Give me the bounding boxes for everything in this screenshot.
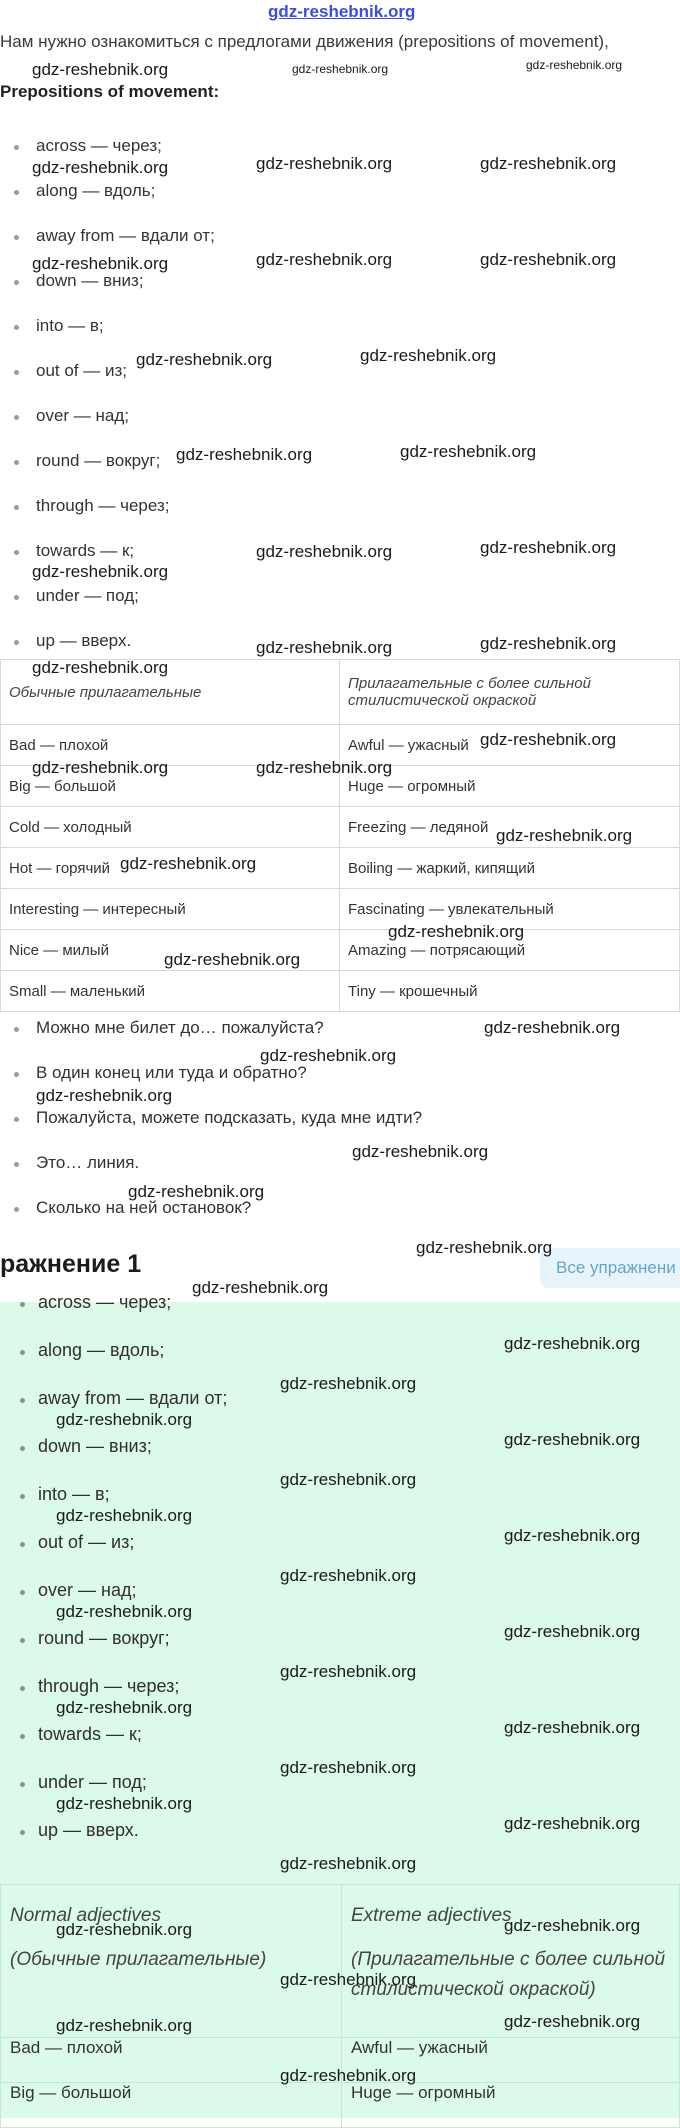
phrase-item: Пожалуйста, можете подсказать, куда мне идти? [14,1108,422,1128]
list-item: round — вокруг; [14,451,160,471]
site-link[interactable]: gdz-reshebnik.org [268,2,416,21]
watermark: gdz-reshebnik.org [360,346,497,365]
table-row [1,889,680,930]
table-cell: Tiny — крошечный [340,971,680,1012]
list-item: under — под; [14,586,139,606]
table-cell: Bad — плохой [1,2038,342,2083]
watermark: gdz-reshebnik.org [504,1814,641,1833]
watermark: gdz-reshebnik.org [32,158,169,177]
watermark: gdz-reshebnik.org [504,1526,641,1545]
list-item: towards — к; [20,1724,142,1745]
table-cell: Hot — горячий [1,848,340,889]
watermark: gdz-reshebnik.org [484,1018,621,1037]
table-cell: Boiling — жаркий, кипящий [340,848,680,889]
table-cell: Fascinating — увлекательный [340,889,680,930]
table-cell: Nice — милый [1,930,340,971]
phrase-item: Можно мне билет до… пожалуйста? [14,1018,324,1038]
list-item: towards — к; [14,541,134,561]
table-row [1,971,680,1012]
list-item: along — вдоль; [14,181,155,201]
list-item: out of — из; [14,361,127,381]
list-item: round — вокруг; [20,1628,170,1649]
all-exercises-button[interactable]: Все упражнени [540,1248,680,1288]
list-item: across — через; [14,136,162,156]
watermark: gdz-reshebnik.org [480,730,617,749]
header-line: Extreme adjectives [351,1905,512,1926]
table-row [1,848,680,889]
list-item: away from — вдали от; [20,1388,227,1409]
table-cell: Bad — плохой [1,725,340,766]
watermark: gdz-reshebnik.org [32,254,169,273]
watermark: gdz-reshebnik.org [32,658,169,677]
watermark: gdz-reshebnik.org [176,445,313,464]
watermark: gdz-reshebnik.org [400,442,537,461]
watermark: gdz-reshebnik.org [280,1470,417,1489]
watermark: gdz-reshebnik.org [56,1506,193,1525]
watermark: gdz-reshebnik.org [56,1410,193,1429]
list-item: down — вниз; [20,1436,152,1457]
list-item: through — через; [14,496,169,516]
watermark: gdz-reshebnik.org [164,950,301,969]
list-item: under — под; [20,1772,147,1793]
watermark: gdz-reshebnik.org [480,538,617,557]
watermark: gdz-reshebnik.org [504,1718,641,1737]
table-cell: Huge — огромный [342,2083,680,2128]
exercise-title: ражнение 1 [0,1250,142,1278]
table-cell: Cold — холодный [1,807,340,848]
table-cell: Interesting — интересный [1,889,340,930]
table-header-cell [1,1885,342,2038]
watermark: gdz-reshebnik.org [280,1854,417,1873]
watermark: gdz-reshebnik.org [480,154,617,173]
list-item: down — вниз; [14,271,144,291]
watermark: gdz-reshebnik.org [280,1662,417,1681]
watermark: gdz-reshebnik.org [56,1920,193,1939]
watermark: gdz-reshebnik.org [280,1566,417,1585]
header-line: (Прилагательные с более сильной стилистической окраской) [351,1949,666,2000]
header-line: Normal adjectives [10,1905,161,1926]
watermark: gdz-reshebnik.org [280,2066,417,2085]
table-cell: Big — большой [1,2083,342,2128]
watermark: gdz-reshebnik.org [496,826,633,845]
watermark: gdz-reshebnik.org [256,542,393,561]
list-item: along — вдоль; [20,1340,164,1361]
watermark: gdz-reshebnik.org [504,1916,641,1935]
watermark: gdz-reshebnik.org [56,1602,193,1621]
table-header-cell: Обычные прилагательные [1,660,340,725]
watermark: gdz-reshebnik.org [480,250,617,269]
list-item: out of — из; [20,1532,134,1553]
phrase-item: В один конец или туда и обратно? [14,1063,307,1083]
table-cell: Amazing — потрясающий [340,930,680,971]
watermark: gdz-reshebnik.org [256,638,393,657]
header-line: (Обычные прилагательные) [10,1949,267,1970]
table-cell: Awful — ужасный [342,2038,680,2083]
table-cell: Huge — огромный [340,766,680,807]
watermark: gdz-reshebnik.org [416,1238,553,1257]
table-header-cell: Прилагательные с более сильной стилистической окраской [340,660,680,725]
watermark: gdz-reshebnik.org [32,562,169,581]
watermark: gdz-reshebnik.org [504,1430,641,1449]
watermark: gdz-reshebnik.org [280,1970,417,1989]
table-row [1,930,680,971]
watermark: gdz-reshebnik.org [56,2016,193,2035]
watermark: gdz-reshebnik.org [292,62,389,76]
watermark: gdz-reshebnik.org [504,1622,641,1641]
list-item: up — вверх. [20,1820,139,1841]
watermark: gdz-reshebnik.org [260,1046,397,1065]
table-row [1,2083,680,2128]
intro-text: Нам нужно ознакомиться с предлогами движения (prepositions of movement), [0,32,609,51]
watermark: gdz-reshebnik.org [480,634,617,653]
watermark: gdz-reshebnik.org [352,1142,489,1161]
list-item: over — над; [14,406,129,426]
table-cell: Freezing — ледяной [340,807,680,848]
list-item: into — в; [20,1484,110,1505]
watermark: gdz-reshebnik.org [32,60,169,79]
watermark: gdz-reshebnik.org [388,922,525,941]
phrase-item: Это… линия. [14,1153,139,1173]
list-item: across — через; [20,1292,171,1313]
section-heading: Prepositions of movement: [0,82,220,101]
table-cell: Awful — ужасный [340,725,680,766]
watermark: gdz-reshebnik.org [128,1182,265,1201]
watermark: gdz-reshebnik.org [526,58,623,72]
list-item: through — через; [20,1676,179,1697]
list-item: over — над; [20,1580,136,1601]
watermark: gdz-reshebnik.org [36,1086,173,1105]
watermark: gdz-reshebnik.org [256,154,393,173]
phrase-item: Сколько на ней остановок? [14,1198,251,1218]
watermark: gdz-reshebnik.org [120,854,257,873]
list-item: up — вверх. [14,631,131,651]
table-cell: Small — маленький [1,971,340,1012]
watermark: gdz-reshebnik.org [256,250,393,269]
list-item: away from — вдали от; [14,226,215,246]
watermark: gdz-reshebnik.org [280,1758,417,1777]
watermark: gdz-reshebnik.org [504,2012,641,2031]
watermark: gdz-reshebnik.org [280,1374,417,1393]
table-cell: Big — большой [1,766,340,807]
watermark: gdz-reshebnik.org [136,350,273,369]
watermark: gdz-reshebnik.org [56,1794,193,1813]
watermark: gdz-reshebnik.org [192,1278,329,1297]
watermark: gdz-reshebnik.org [256,758,393,777]
watermark: gdz-reshebnik.org [504,1334,641,1353]
watermark: gdz-reshebnik.org [56,1698,193,1717]
list-item: into — в; [14,316,104,336]
watermark: gdz-reshebnik.org [32,758,169,777]
